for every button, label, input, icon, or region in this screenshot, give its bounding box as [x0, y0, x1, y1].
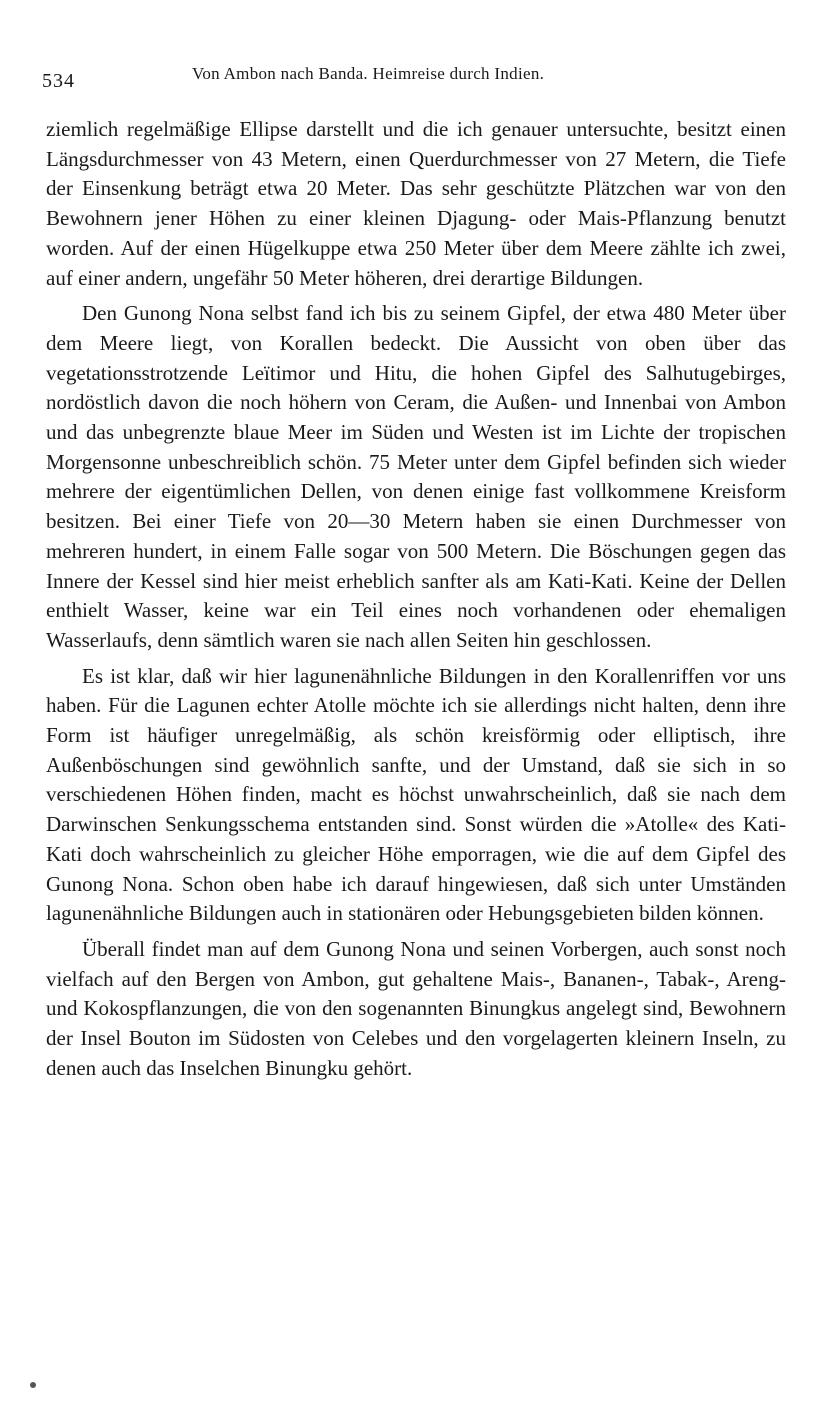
- ink-speck: [30, 1382, 36, 1388]
- paragraph-3: Es ist klar, daß wir hier lagunenähnliche Bildungen in den Korallenriffen vor uns haben. Für die Lagunen echter Atolle möchte ich sie allerdings nicht halten, denn ihre Form ist häufiger unregelmäßig, als schön kreisförmig oder elliptisch, ihre Außenböschungen sind gewöhnlich sanfte, und der Umstand, daß sie sich in so verschiedenen Höhen finden, macht es höchst unwahrscheinlich, daß sie nach dem Darwinschen Senkungsschema entstanden sind. Sonst würden die »Atolle« des Kati-Kati doch wahrscheinlich zu gleicher Höhe emporragen, wie die auf dem Gipfel des Gunong Nona. Schon oben habe ich darauf hingewiesen, daß sich unter Umständen lagunenähnliche Bildungen auch in stationären oder Hebungsgebieten bilden können.: [46, 663, 786, 926]
- running-title: Von Ambon nach Banda. Heimreise durch Indien.: [192, 64, 545, 83]
- paragraph-4: Überall findet man auf dem Gunong Nona und seinen Vorbergen, auch sonst noch vielfach auf den Bergen von Ambon, gut gehaltene Mais-, Bananen-, Tabak-, Areng- und Kokospflanzungen, die von den sogenannten Binungkus angelegt sind, Bewohnern der Insel Bouton im Südosten von Celebes und den vorgelagerten kleinern Inseln, zu denen auch das Inselchen Binungku gehört.: [46, 936, 786, 1080]
- page-number: 534: [42, 70, 75, 92]
- body-text: [46, 115, 786, 1084]
- paragraph-1: ziemlich regelmäßige Ellipse darstellt und die ich genauer untersuchte, besitzt einen Längsdurchmesser von 43 Metern, einen Querdurchmesser von 27 Metern, die Tiefe der Einsenkung beträgt etwa 20 Meter. Das sehr geschützte Plätzchen war von den Bewohnern jener Höhen zu einer kleinen Djagung- oder Mais-Pflanzung benutzt worden. Auf der einen Hügelkuppe etwa 250 Meter über dem Meere zählte ich zwei, auf einer andern, ungefähr 50 Meter höheren, drei derartige Bildungen.: [46, 117, 786, 290]
- paragraph-2: Den Gunong Nona selbst fand ich bis zu seinem Gipfel, der etwa 480 Meter über dem Meere liegt, von Korallen bedeckt. Die Aussicht von oben über das vegetationsstrotzende Leïtimor und Hitu, die hohen Gipfel des Salhutugebirges, nordöstlich davon die noch höhern von Ceram, die Außen- und Innenbai von Ambon und das unbegrenzte blaue Meer im Süden und Westen ist im Lichte der tropischen Morgensonne unbeschreiblich schön. 75 Meter unter dem Gipfel befinden sich wieder mehrere der eigentümlichen Dellen, von denen einige fast vollkommene Kreisform besitzen. Bei einer Tiefe von 20—30 Metern haben sie einen Durchmesser von mehreren hundert, in einem Falle sogar von 500 Metern. Die Böschungen gegen das Innere der Kessel sind hier meist erheblich sanfter als am Kati-Kati. Keine der Dellen enthielt Wasser, keine war ein Teil eines noch vorhandenen oder ehemaligen Wasserlaufs, denn sämtlich waren sie nach allen Seiten hin geschlossen.: [46, 301, 786, 652]
- page-header: [42, 62, 782, 92]
